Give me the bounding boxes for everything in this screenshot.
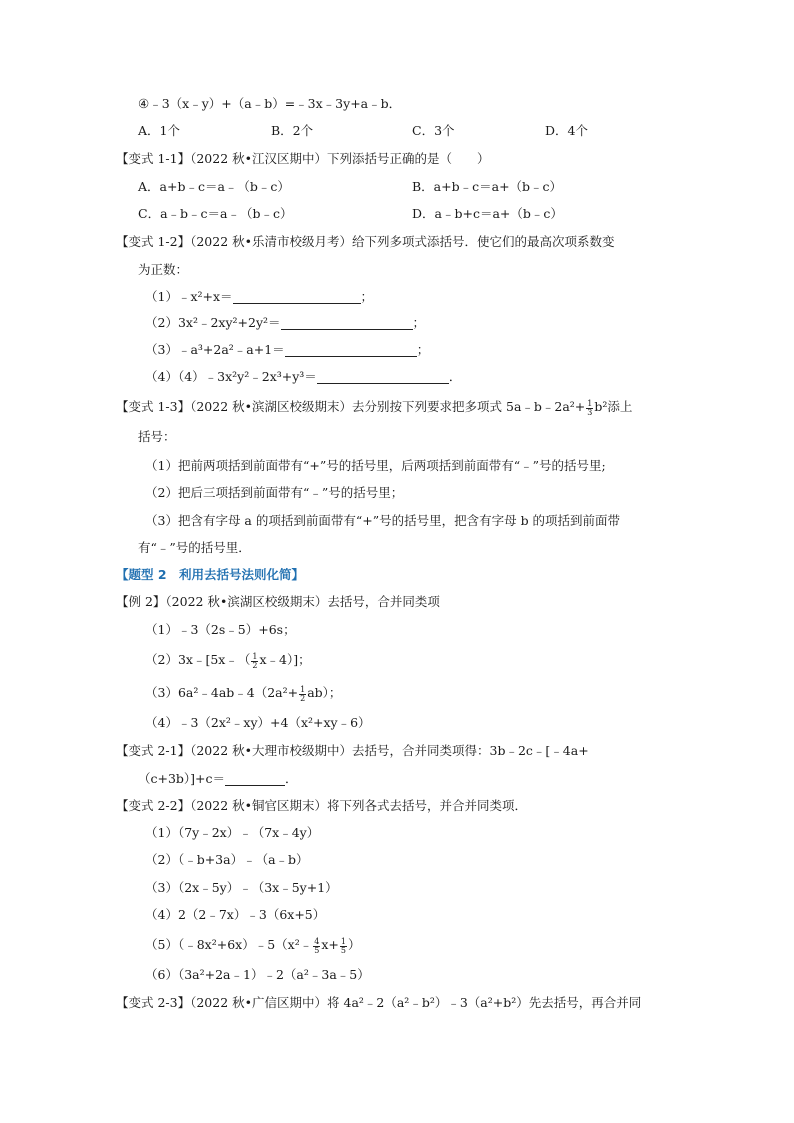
variant-2-2-item-3: （3）（2x﹣5y）﹣（3x﹣5y+1） [145,880,338,895]
fraction: $\frac{1}{2}$ [300,685,306,704]
variant-1-3-title: 【变式 1-3】（2022 秋•滨湖区校级期末）去分别按下列要求把多项式 5a﹣b﹣2a²+ $\frac{1}{3}$ b²添上 [116,399,633,418]
variant-2-1-title-cont: （c+3b）]+c＝ ． [138,771,298,786]
variant-2-3-title: 【变式 2-3】（2022 秋•广信区期中）将 4a²﹣2（a²﹣b²）﹣3（a²+b²）先去括号，再合并同 [116,995,642,1010]
q4-item-4: ④﹣3（x﹣y）+（a﹣b）=﹣3x﹣3y+a﹣b． [138,96,402,111]
answer-blank[interactable] [281,315,413,330]
example-2-item-3: （3）6a²﹣4ab﹣4（2a²+ $\frac{1}{2}$ ab）； [145,685,342,704]
variant-2-2-item-5: （5）（﹣8x²+6x）﹣5（x²﹣ $\frac{4}{5}$ x+ $\frac{1}{5}$ ） [145,937,361,956]
variant-2-2-item-4: （4）2（2﹣7x）﹣3（6x+5） [145,907,326,922]
variant-1-3-item-3-cont: 有“﹣”号的括号里． [138,540,251,555]
fraction: $\frac{4}{5}$ [314,937,320,956]
answer-blank[interactable] [225,771,285,786]
example-2-item-1: （1）﹣3（2s﹣5）+6s； [145,622,296,637]
variant-1-1-title: 【变式 1-1】（2022 秋•江汉区期中）下列添括号正确的是（ ） [116,151,490,166]
variant-2-1-title: 【变式 2-1】（2022 秋•大理市校级期中）去括号，合并同类项得：3b﹣2c﹣[﹣4a+ [116,743,589,758]
variant-1-1-option-c: C．a﹣b﹣c＝a﹣（b﹣c） [138,206,293,221]
variant-2-2-title: 【变式 2-2】（2022 秋•铜官区期末）将下列各式去括号，并合并同类项． [116,798,528,813]
variant-2-2-item-2: （2）（﹣b+3a）﹣（a﹣b） [145,852,309,867]
example-2-item-4: （4）﹣3（2x²﹣xy）+4（x²+xy﹣6） [145,715,371,730]
variant-1-2-item-4: （4）（4）﹣3x²y²﹣2x³+y³＝ ． [145,369,462,384]
variant-2-2-item-1: （1）（7y﹣2x）﹣（7x﹣4y） [145,825,320,840]
variant-1-1-option-a: A．a+b﹣c＝a﹣（b﹣c） [138,179,290,194]
q4-option-c: C．3个 [412,123,455,138]
variant-1-2-item-3: （3）﹣a³+2a²﹣a+1＝ ； [145,342,430,357]
variant-1-3-item-2: （2）把后三项括到前面带有“﹣”号的括号里； [145,485,404,500]
q4-option-d: D．4个 [545,123,588,138]
variant-1-3-item-1: （1）把前两项括到前面带有“+”号的括号里，后两项括到前面带有“﹣”号的括号里; [145,458,606,473]
fraction: $\frac{1}{2}$ [252,652,258,671]
variant-1-1-option-d: D．a﹣b+c＝a+（b﹣c） [412,206,563,221]
answer-blank[interactable] [317,369,449,384]
variant-1-1-option-b: B．a+b﹣c＝a+（b﹣c） [412,179,563,194]
variant-1-2-item-1: （1）﹣x²+x＝ ； [145,289,374,304]
variant-1-2-title: 【变式 1-2】（2022 秋•乐清市校级月考）给下列多项式添括号．使它们的最高次项系数变 [116,234,615,249]
q4-option-a: A．1个 [138,123,180,138]
variant-1-3-item-3: （3）把含有字母 a 的项括到前面带有“+”号的括号里，把含有字母 b 的项括到前面带 [145,513,621,528]
variant-1-2-title-cont: 为正数： [138,262,189,277]
q4-option-b: B．2个 [271,123,314,138]
example-2-title: 【例 2】（2022 秋•滨湖区校级期末）去括号，合并同类项 [116,594,440,609]
answer-blank[interactable] [285,342,417,357]
fraction: $\frac{1}{5}$ [340,937,346,956]
variant-1-2-item-2: （2）3x²﹣2xy²+2y²＝ ； [145,315,426,330]
fraction: $\frac{1}{3}$ [587,399,593,418]
variant-1-3-title-cont: 括号： [138,429,176,444]
answer-blank[interactable] [233,289,361,304]
section-heading-type-2: 【题型 2 利用去括号法则化简】 [116,567,305,582]
example-2-item-2: （2）3x﹣[5x﹣（ $\frac{1}{2}$ x﹣4）]； [145,652,311,671]
variant-2-2-item-6: （6）（3a²+2a﹣1）﹣2（a²﹣3a﹣5） [145,967,370,982]
